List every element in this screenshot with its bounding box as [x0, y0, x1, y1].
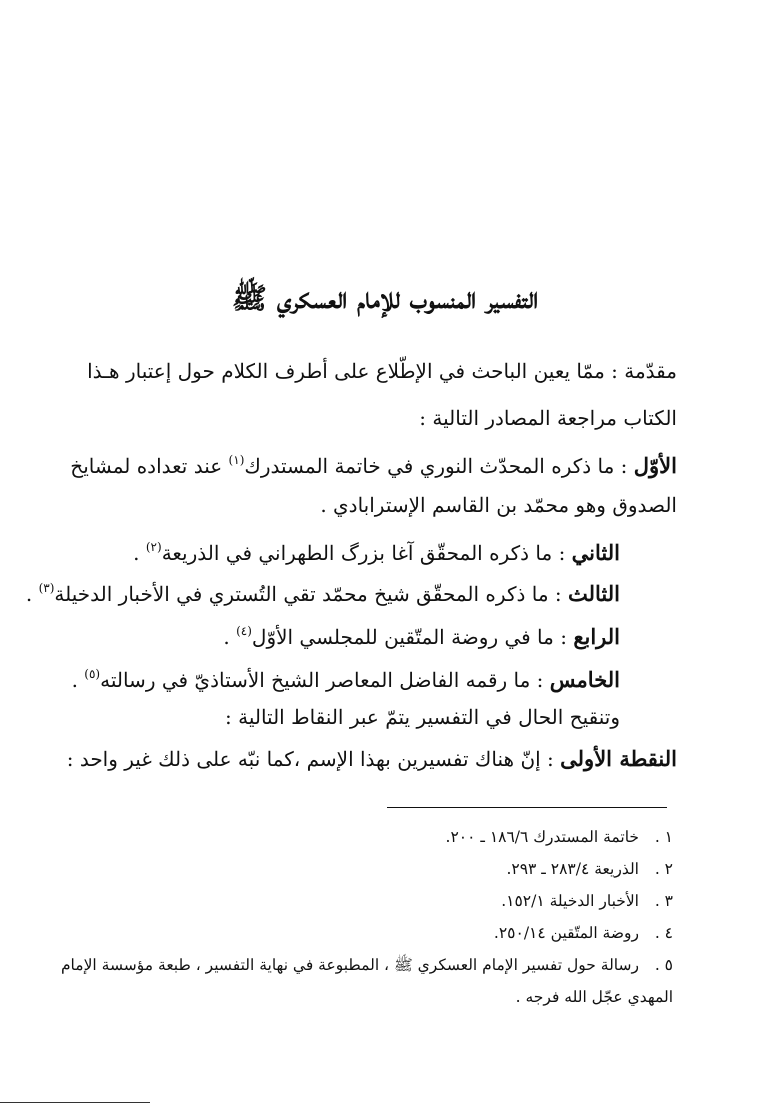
footnote-5-continuation: [95, 985, 673, 1009]
item-second: [95, 530, 620, 570]
footnote-separator: [387, 807, 667, 808]
item-second-rest: .: [133, 541, 146, 565]
item-third-text: : ما ذكره المحقّق شيخ محمّد تقي التُستري في الأخبار الدخيلة: [54, 582, 568, 606]
footnote-5-number: ٥ .: [654, 956, 673, 974]
item-fourth-lead: الرابع: [573, 624, 620, 649]
item-fifth-lead: الخامس: [549, 667, 620, 692]
item-second-lead: الثاني: [571, 540, 620, 565]
footnote-ref-3: (٣): [38, 581, 55, 595]
footnote-1-text: خاتمة المستدرك ١٨٦/٦ ـ ٢٠٠.: [445, 828, 639, 846]
footnote-4: [95, 921, 673, 945]
transition-line: وتنقيح الحال في التفسير يتمّ عبر النقاط التالية :: [225, 705, 620, 729]
footnote-ref-1: (١): [228, 453, 245, 467]
footnote-1-number: ١ .: [654, 828, 673, 846]
item-fourth-text: : ما في روضة المتّقين للمجلسي الأوّل: [251, 625, 574, 649]
footnote-2: [95, 857, 673, 881]
scan-edge-line: [0, 1102, 150, 1103]
item-fifth-text: : ما رقمه الفاضل المعاصر الشيخ الأستاذيّ في رسالته: [100, 668, 550, 692]
item-first: [70, 443, 677, 483]
footnote-2-text: الذريعة ٢٨٣/٤ ـ ٢٩٣.: [506, 860, 639, 878]
point-first-text: : إنّ هناك تفسيرين بهذا الإسم ،كما نبّه على ذلك غير واحد :: [66, 747, 561, 771]
item-fourth-rest: .: [223, 625, 237, 649]
item-fourth: [95, 614, 620, 654]
footnote-ref-2: (٢): [145, 540, 162, 554]
footnote-ref-5: (٥): [84, 667, 101, 681]
intro-line-2: الكتاب مراجعة المصادر التالية :: [419, 406, 677, 430]
item-fifth: [71, 657, 620, 697]
item-second-text: : ما ذكره المحقّق آغا بزرگ الطهراني في الذريعة: [161, 541, 572, 565]
footnote-5: [60, 953, 673, 977]
item-third-rest: .: [25, 582, 39, 606]
page-title: التفسير المنسوب للإمام العسكري ﷺ: [231, 281, 539, 315]
footnote-5-text: رسالة حول تفسير الإمام العسكري ﷺ ، المطبوعة في نهاية التفسير ، طبعة مؤسسة الإمام: [60, 956, 639, 974]
intro-line-1: مقدّمة : ممّا يعين الباحث في الإطّلاع على أطرف الكلام حول إعتبار هـذا: [87, 359, 677, 383]
footnote-3-number: ٣ .: [654, 892, 673, 910]
item-first-text: : ما ذكره المحدّث النوري في خاتمة المستدرك: [244, 454, 634, 478]
footnote-2-number: ٢ .: [654, 860, 673, 878]
footnote-4-number: ٤ .: [654, 924, 673, 942]
footnote-5-cont-text: المهدي عجّل الله فرجه .: [515, 988, 673, 1006]
item-first-lead: الأوّل: [633, 453, 677, 478]
footnote-3-text: الأخبار الدخيلة ١٥٢/١.: [501, 892, 639, 910]
footnote-3: [95, 889, 673, 913]
footnote-ref-4: (٤): [236, 624, 252, 638]
point-first-lead: النقطة الأولى: [560, 746, 677, 771]
item-third: [25, 571, 620, 611]
footnote-1: [95, 825, 673, 849]
item-third-lead: الثالث: [568, 581, 620, 606]
item-first-rest: عند تعداده لمشايخ: [70, 454, 229, 478]
item-fifth-rest: .: [71, 668, 85, 692]
point-first: [66, 742, 677, 776]
footnote-4-text: روضة المتّقين ٢٥٠/١٤.: [493, 924, 639, 942]
item-first-line-2: الصدوق وهو محمّد بن القاسم الإسترابادي .: [320, 493, 677, 517]
